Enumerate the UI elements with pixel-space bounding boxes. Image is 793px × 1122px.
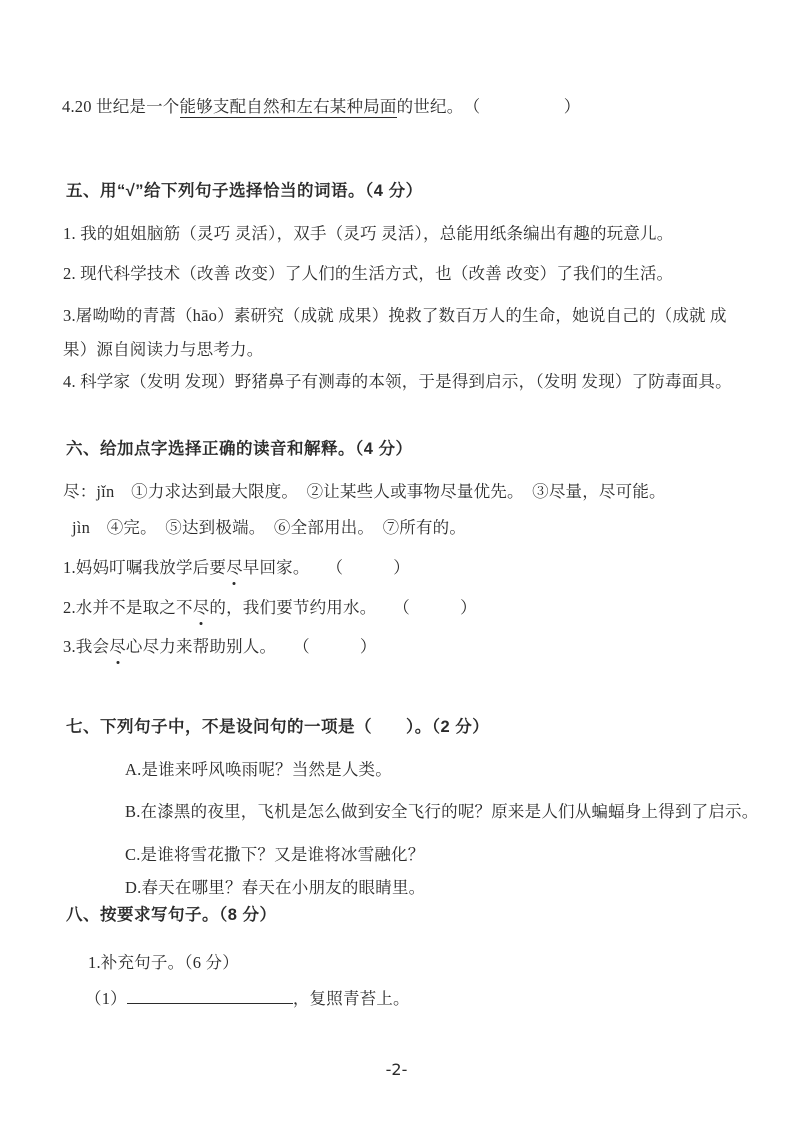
fill-blank-1-label: （1） [85,989,127,1008]
item-3-pre: 3.我会 [63,637,110,656]
question-4-post-and-bracket: 的世纪。 （ ） [396,97,581,116]
item-1-pre: 1.妈妈叮嘱我放学后要 [63,558,227,577]
option-c: C.是谁将雪花撒下？又是谁将冰雪融化？ [125,845,425,864]
pinyin-definition-line-jin4: jìn ④完。 ⑤达到极端。 ⑥全部用出。 ⑦所有的。 [72,518,467,537]
word-choice-item-3: 3.屠呦呦的青蒿（hāo）素研究（成就 成果）挽救了数百万人的生命，她说自己的（成就 成果）源自阅读力与思考力。 [63,306,727,359]
dotted-char-item-1 [63,555,410,581]
item-2-dotted-character: 尽 [193,595,210,621]
subtask-1-label: 1.补充句子。（6 分） [88,953,239,972]
dotted-char-item-3 [63,634,377,660]
pinyin-definition-line-jin3: 尽：jǐn ①力求达到最大限度。 ②让某些人或事物尽量优先。 ③尽量，尽可能。 [63,482,666,501]
item-1-post-and-bracket: 早回家。 （ ） [242,558,410,577]
section-five-title: 五、用“√”给下列句子选择恰当的词语。（4 分） [66,182,423,200]
item-2-pre: 2.水并不是取之不 [63,598,193,617]
section-eight-title: 八、按要求写句子。（8 分） [66,906,277,924]
option-b: B.在漆黑的夜里，飞机是怎么做到安全飞行的呢？原来是人们从蝙蝠身上得到了启示。 [125,802,759,821]
dotted-char-item-2 [63,595,477,621]
fill-blank-line-1 [85,986,410,1012]
section-seven-title: 七、下列句子中，不是设问句的一项是（ ）。（2 分） [66,718,490,736]
question-4-pre: 4.20 世纪是一个 [62,97,180,116]
question-4-underlined-phrase: 能够支配自然和左右某种局面 [179,97,397,116]
page-number: -2- [385,1060,408,1079]
section-six-title: 六、给加点字选择正确的读音和解释。（4 分） [66,440,413,458]
item-1-dotted-character: 尽 [226,555,243,581]
fill-blank-1-suffix: ，复照青苔上。 [292,989,410,1008]
word-choice-item-2: 2. 现代科学技术（改善 改变）了人们的生活方式，也（改善 改变）了我们的生活。 [63,264,674,283]
question-4-sentence [62,94,581,120]
item-3-post-and-bracket: 心尽力来帮助别人。 （ ） [125,637,377,656]
item-3-dotted-character: 尽 [109,634,126,660]
word-choice-item-1: 1. 我的姐姐脑筋（灵巧 灵活），双手（灵巧 灵活），总能用纸条编出有趣的玩意儿。 [63,224,674,243]
option-d: D.春天在哪里？春天在小朋友的眼睛里。 [125,878,426,897]
option-a: A.是谁来呼风唤雨呢？当然是人类。 [125,760,392,779]
blank-underline [127,989,293,1004]
word-choice-item-4: 4. 科学家（发明 发现）野猪鼻子有测毒的本领，于是得到启示，（发明 发现）了防毒面具。 [63,372,732,391]
item-2-post-and-bracket: 的，我们要节约用水。 （ ） [209,598,477,617]
